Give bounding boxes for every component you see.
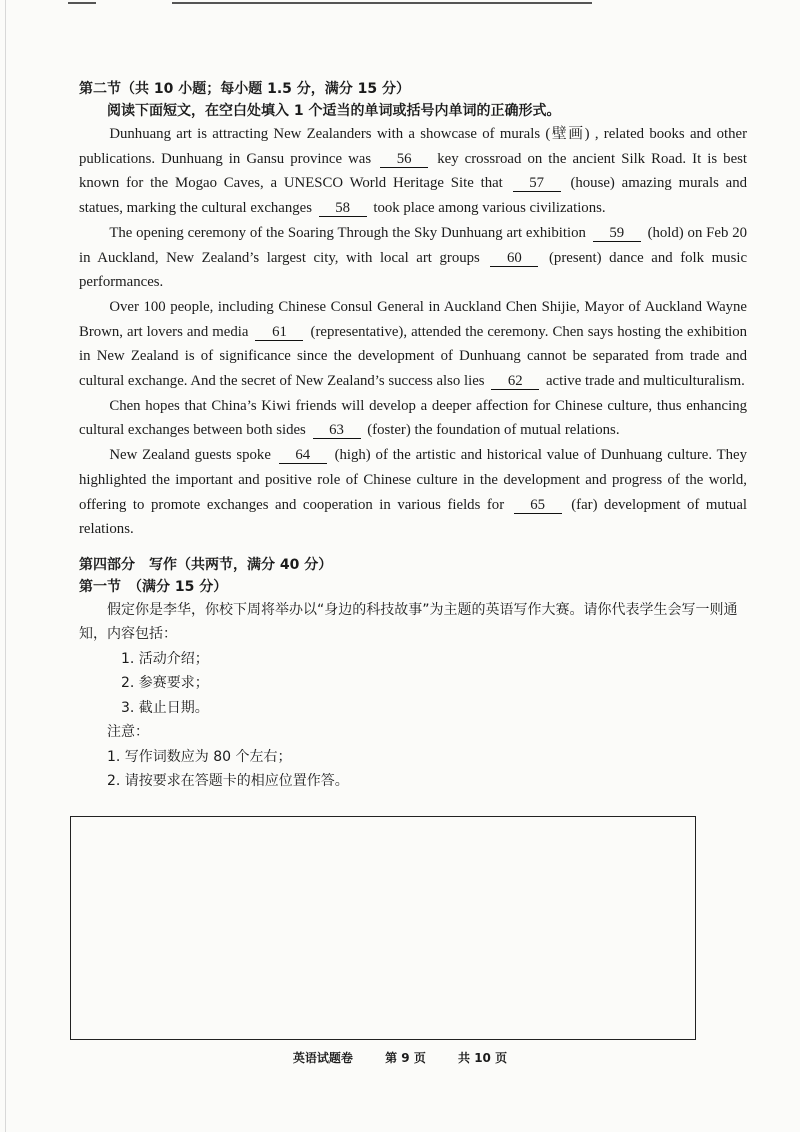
blank-65: 65	[514, 498, 562, 514]
passage-text: (present) dance and folk music performances.	[79, 249, 748, 291]
requirement-item: 1. 活动介绍；	[121, 650, 209, 667]
footer-total-pages: 共 10 页	[458, 1051, 508, 1065]
passage-text: (house) amazing murals and statues, marking the cultural exchanges	[79, 175, 748, 217]
blank-62: 62	[491, 374, 539, 390]
blank-57: 57	[513, 176, 561, 192]
section2-title: 第二节（共 10 小题；每小题 1.5 分，满分 15 分）	[79, 81, 411, 97]
blank-58: 58	[319, 201, 367, 217]
passage-text: (far) development of mutual relations.	[79, 496, 747, 538]
passage-text: (high) of the artistic and historical value of Dunhuang culture. They highlighted the important and positive role of Chinese culture in the development and progress of the world, offering to promote exchanges and cooperation in various fields for	[79, 447, 747, 513]
passage-paragraph-2	[79, 221, 747, 295]
requirement-item: 2. 参赛要求；	[121, 675, 209, 692]
passage-text: New Zealand guests spoke	[109, 447, 271, 464]
page-edge	[5, 0, 6, 1132]
note-item: 1. 写作词数应为 80 个左右；	[107, 748, 292, 765]
passage-text: active trade and multiculturalism.	[545, 373, 745, 390]
footer-subject: 英语试题卷	[292, 1051, 353, 1065]
page-footer	[0, 1049, 800, 1066]
passage-text: (hold) on Feb 20 in Auckland, New Zealand’s largest city, with local art groups	[79, 224, 747, 266]
passage-text: Dunhuang art is attracting New Zealanders with a showcase of murals (壁画) , related books and other publications. Dunhuang in Gansu province was	[79, 126, 747, 167]
passage-text: Chen hopes that China’s Kiwi friends will develop a deeper affection for Chinese culture, thus enhancing cultural exchanges between both sides	[79, 397, 747, 439]
passage-text: Over 100 people, including Chinese Consul General in Auckland Chen Shijie, Mayor of Auckland Wayne Brown, art lovers and media	[79, 298, 747, 340]
top-rule-right	[172, 2, 592, 4]
part4-section1-title: 第一节 （满分 15 分）	[79, 578, 228, 595]
blank-60: 60	[490, 251, 538, 267]
section2-instruction: 阅读下面短文，在空白处填入 1 个适当的单词或括号内单词的正确形式。	[107, 103, 561, 119]
passage-text: (representative), attended the ceremony. Chen says hosting the exhibition in New Zealand is of significance since the development of Dunhuang cannot be separated from trade and cultural exchange. And the secret of New Zealand’s success also lies	[79, 323, 747, 390]
passage-text: The opening ceremony of the Soaring Through the Sky Dunhuang art exhibition	[109, 224, 586, 241]
blank-64: 64	[279, 448, 327, 464]
passage-paragraph-4	[79, 394, 747, 443]
top-rule-left	[68, 2, 96, 4]
part4-title: 第四部分 写作（共两节，满分 40 分）	[79, 556, 333, 573]
note-item: 2. 请按要求在答题卡的相应位置作答。	[107, 773, 349, 790]
blank-61: 61	[255, 325, 303, 341]
passage-paragraph-5	[79, 443, 747, 542]
note-label: 注意：	[107, 724, 149, 741]
writing-prompt: 假定你是李华，你校下周将举办以“身边的科技故事”为主题的英语写作大赛。请你代表学生会写一则通知，内容包括：	[79, 601, 738, 643]
passage-paragraph-1	[79, 122, 747, 221]
blank-59: 59	[593, 226, 641, 242]
page-content	[79, 78, 747, 794]
blank-56: 56	[380, 152, 428, 168]
passage-paragraph-3	[79, 295, 747, 394]
writing-part	[79, 554, 747, 794]
blank-63: 63	[313, 423, 361, 439]
passage-text: key crossroad on the ancient Silk Road. It is best known for the Mogao Caves, a UNESCO World Heritage Site that	[79, 150, 748, 192]
answer-box[interactable]	[70, 816, 696, 1040]
footer-page-number: 第 9 页	[385, 1051, 426, 1065]
passage-text: (foster) the foundation of mutual relations.	[367, 422, 620, 439]
requirement-item: 3. 截止日期。	[121, 699, 209, 716]
passage-text: took place among various civilizations.	[373, 200, 606, 217]
